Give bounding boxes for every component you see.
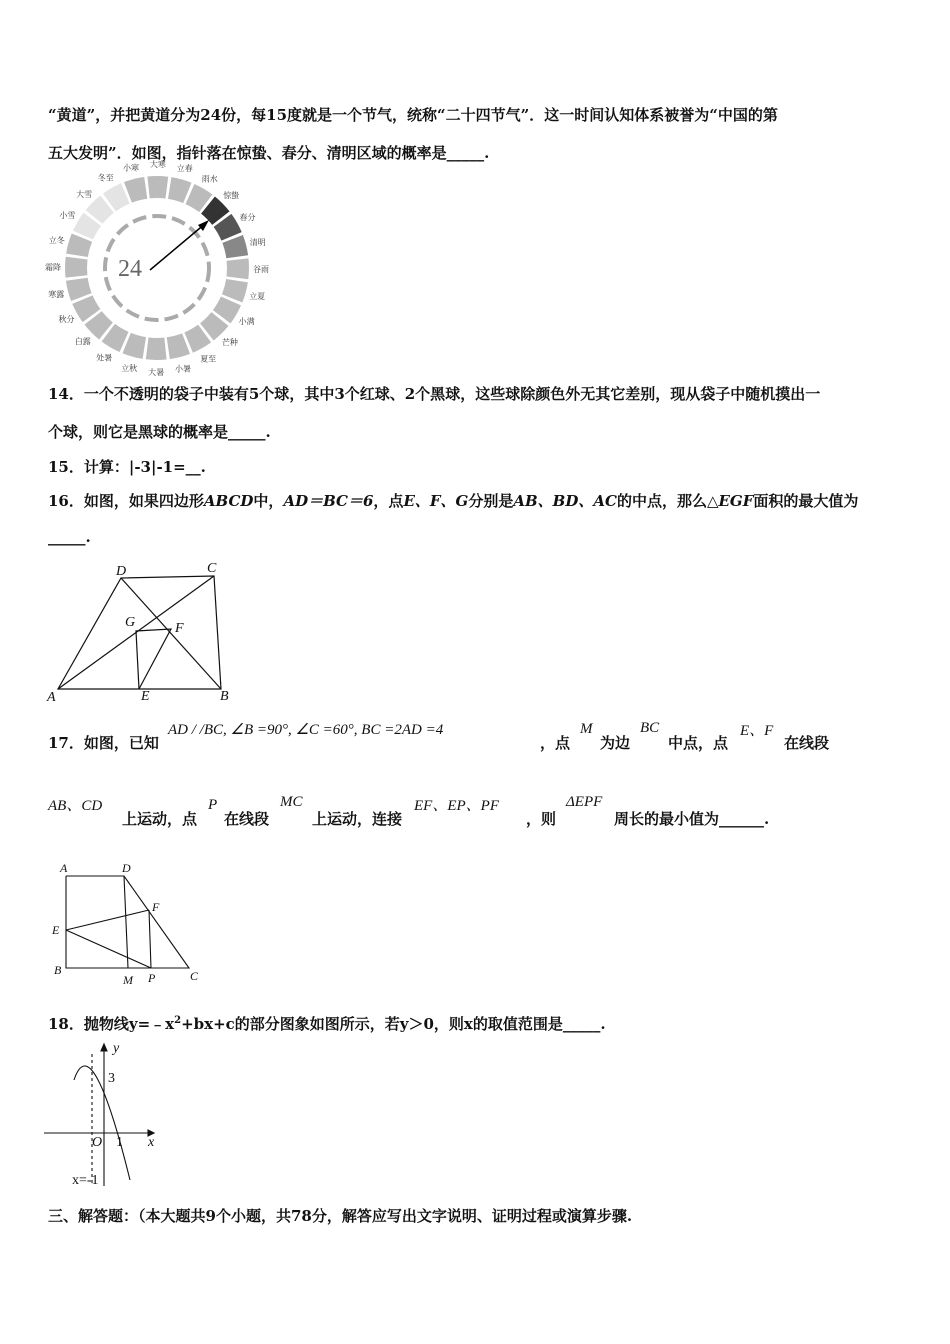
q18-label-o: O [92,1135,103,1150]
q17-label-d: D [122,861,131,875]
q18-parabola [74,1066,130,1180]
q18-sup: 2 [174,1015,182,1026]
q17-t2: 为边 [600,734,631,752]
dial-term-label: 立冬 [48,236,65,246]
q17-t4: 在线段 [784,734,830,752]
q16-triangle-egf [136,629,171,689]
dial-term-label: 小暑 [175,364,191,374]
dial-term-label: 大暑 [148,368,165,377]
dial-term-label: 小寒 [123,163,139,173]
q16-cond: AD＝BC＝6 [283,492,374,510]
dial-term-label: 立夏 [249,291,266,301]
dial-term-label: 冬至 [97,173,114,183]
dial-segment [146,338,167,360]
q16-quadrilateral-figure [46,556,246,704]
q17-p: P [208,797,218,813]
q17-label-f: F [152,900,160,914]
section3-heading: 三、解答题：（本大题共9个小题，共78分，解答应写出文字说明、证明过程或演算步骤. [48,1207,633,1225]
q17-m: M [580,721,593,737]
q17-t8: ，则 [526,810,557,828]
q16-label-f: F [175,621,184,636]
q17-t7: 上运动，连接 [312,810,403,828]
q17-ep [66,930,151,968]
q13-line2: 五大发明”．如图，指针落在惊蛰、春分、清明区域的概率是_____. [48,144,490,162]
dial-term-label: 春分 [239,212,256,222]
q15-line1: 15．计算：|-3|-1=__. [48,458,206,476]
dial-term-label: 芒种 [221,338,238,348]
dial-term-label: 白露 [74,336,91,346]
q16-quad-abcd [58,576,221,689]
dial-term-label: 立春 [176,163,193,173]
q18-line1 [48,1013,606,1034]
dial-term-label: 小满 [238,316,255,326]
dial-term-label: 立秋 [121,364,138,374]
dial-ring [65,176,249,360]
q17-bc: BC [640,720,660,736]
q18-label-axis: x=-1 [72,1173,99,1188]
q17-label-a: A [60,861,68,875]
dial-term-label: 雨水 [201,174,218,184]
q17-epf: ΔEPF [566,794,603,810]
q17-ef: E、F [740,723,774,739]
q16-pts: E、F、G [403,492,469,510]
q17-given: AD / /BC, ∠B =90°, ∠C =60°, BC =2AD =4 [168,722,444,738]
dial-term-label: 霜降 [45,263,61,273]
q17-t5: 上运动，点 [122,810,198,828]
q16-mid2: ，点 [373,492,404,510]
q17-mc: MC [280,794,303,810]
q17-prefix: 17．如图，已知 [48,734,159,752]
dial-segment [227,258,249,279]
dial-segment [65,257,87,278]
q16-prefix: 16．如图，如果四边形 [48,492,204,510]
q17-t3: 中点，点 [668,734,729,752]
q16-segs: AB、BD、AC [513,492,617,510]
q17-abcd: AB、CD [48,798,103,814]
q17-trapezoid-figure [46,856,206,990]
q17-label-c: C [190,969,199,983]
dial-term-label: 小雪 [59,211,76,221]
q16-abcd: ABCD [203,492,254,510]
dial-pointer-head [198,220,209,231]
dial-term-label: 谷雨 [253,264,269,274]
q16-label-a: A [47,690,56,705]
q17-label-p: P [148,971,156,985]
q18-y-arrow [101,1044,107,1051]
q16-label-e: E [141,689,150,704]
q17-ef [66,910,149,930]
q18-text2: +bx+c的部分图象如图所示，若y＞0，则x的取值范围是_____. [181,1015,606,1033]
dial-term-label: 惊蛰 [223,191,240,201]
dial-term-label: 寒露 [48,290,65,299]
dial-segment [147,176,168,198]
q17-line1 [48,732,159,753]
q18-label-three: 3 [108,1071,115,1086]
q16-label-d: D [116,564,127,579]
dial-term-label: 夏至 [200,354,217,364]
q17-label-b: B [54,963,62,977]
dial-pointer [150,223,206,270]
q16-egf: EGF [718,492,754,510]
solar-terms-dial [45,160,269,377]
q17-efp: EF、EP、PF [414,798,499,814]
q16-mid3: 分别是 [468,492,514,510]
q18-label-one: 1 [116,1135,123,1150]
q18-parabola-graph [44,1040,174,1190]
dial-center-number: 24 [118,256,142,282]
q18-label-x: x [148,1135,155,1150]
q17-t1: ，点 [540,734,571,752]
q16-tail: 面积的最大值为 [753,492,859,510]
q14-line2: 个球，则它是黑球的概率是_____. [48,423,271,441]
q13-line1: “黄道”，并把黄道分为24份，每15度就是一个节气，统称“二十四节气”．这一时间认知体系被誉为“中国的第 [48,106,778,124]
q17-dm [124,876,128,968]
q14-line1: 14．一个不透明的袋子中装有5个球，其中3个红球、2个黑球，这些球除颜色外无其它差别，现从袋子中随机摸出一 [48,385,821,403]
q17-label-e: E [52,923,60,937]
q16-label-c: C [207,561,217,576]
q16-label-b: B [220,689,229,704]
q18-label-y: y [113,1041,120,1056]
dial-term-label: 处暑 [96,353,113,363]
q16-line2: _____. [48,528,91,546]
q18-text1: 18．抛物线y=﹣x [48,1015,175,1033]
q16-line1 [48,490,858,511]
q16-mid1: 中， [253,492,284,510]
q17-label-m: M [123,973,133,987]
dial-term-label: 大雪 [76,189,93,199]
dial-term-label: 大寒 [149,160,166,169]
dial-term-label: 秋分 [58,315,75,325]
q17-t6: 在线段 [224,810,270,828]
q16-label-g: G [125,615,136,630]
q17-fp [149,910,151,968]
dial-term-label: 清明 [249,238,266,247]
q17-t9: 周长的最小值为______. [614,810,770,828]
q16-mid4: 的中点，那么△ [616,492,719,510]
